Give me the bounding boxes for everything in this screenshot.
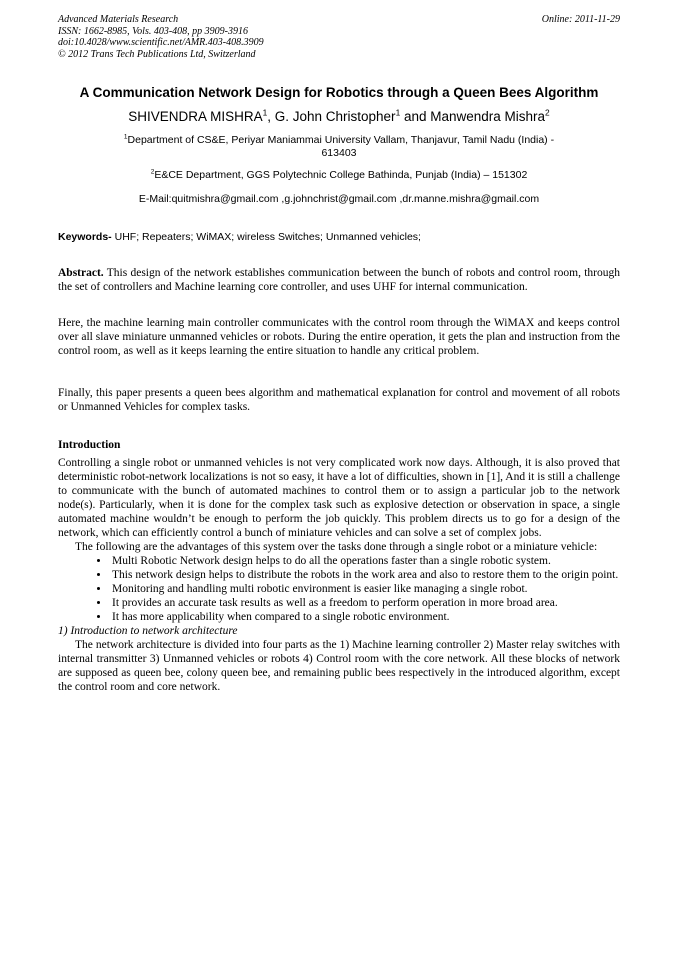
email-line: E-Mail:quitmishra@gmail.com ,g.johnchrist@gmail.com ,dr.manne.mishra@gmail.com — [138, 193, 540, 206]
introduction-paragraph-3: The network architecture is divided into four parts as the 1) Machine learning controller 2) Master relay switches with internal transmitter 3) Unmanned vehicles or robots 4) Control room with the core network. All these blocks of network are supposed as queen bee, colony queen bee, and remaining public bees respectively in the introduced algorithm, except the control room and core network. — [58, 639, 620, 694]
introduction-paragraph-2: The following are the advantages of this system over the tasks done through a single robot or a miniature vehicle: — [75, 541, 598, 554]
bullet-item: • Monitoring and handling multi robotic environment is easier like managing a single robot. — [110, 582, 620, 596]
journal-header — [58, 14, 620, 60]
doi-line: doi:10.4028/www.scientific.net/AMR.403-408.3909 — [58, 37, 264, 49]
affiliation-2 — [58, 169, 620, 182]
journal-name: Advanced Materials Research — [58, 14, 179, 25]
body-paragraph: Here, the machine learning main controller communicates with the control room through the WiMAX and keeps control over all slave miniature unmanned vehicles or robots. During the entire operation, it gets the plan and instruction from the control room, as well as it keeps learning the entire situation to handle any critical problem. — [58, 317, 620, 358]
introduction-paragraph-1: Controlling a single robot or unmanned vehicles is not very complicated work now days. Although, it is also proved that deterministic robot-network localizations is not so easy, it have a lot of difficulties, shown in [1], And it is still a challenge to communicate with the bunch of automated machines to control them or to assign a particular job to the network node(s). Particularly, when it is done for the complex task such as explosive detection or observation in space, a single automated machine wouldn’t be enough to perform the job quickly. This problem directs us to go for a design of the network, which can efficiently control a bunch of miniature vehicles and can solve a set of complex jobs. — [58, 457, 620, 540]
keywords-text: UHF; Repeaters; WiMAX; wireless Switches; Unmanned vehicles; — [114, 231, 421, 244]
author-3: Manwendra Mishra — [430, 109, 546, 125]
bullet-item: • This network design helps to distribute the robots in the work area and also to restore them to the origin point. — [110, 568, 620, 582]
author-1: SHIVENDRA MISHRA — [128, 109, 263, 125]
paper-body — [58, 266, 620, 694]
journal-meta-block — [58, 14, 264, 60]
affiliation-2-text: E&CE Department, GGS Polytechnic College Bathinda, Punjab (India) – 151302 — [154, 169, 528, 182]
affiliation-1-line1: Department of CS&E, Periyar Maniammai University Vallam, Thanjavur, Tamil Nadu (India) - — [127, 134, 555, 147]
author-2: G. John Christopher — [274, 109, 396, 125]
keywords-label: Keywords- — [58, 231, 112, 244]
author-3-affiliation-mark: 2 — [545, 107, 550, 118]
abstract-paragraph — [58, 266, 620, 294]
affiliation-2-mark: 2 — [150, 168, 155, 176]
author-separator: and — [400, 109, 431, 125]
subsection-heading-network-architecture: 1) Introduction to network architecture — [58, 625, 238, 638]
bullet-item: • It has more applicability when compared to a single robotic environment. — [110, 610, 620, 624]
abstract-label: Abstract. — [58, 267, 104, 280]
online-date: Online: 2011-11-29 — [541, 14, 620, 25]
author-1-affiliation-mark: 1 — [262, 107, 268, 118]
body-paragraph: Finally, this paper presents a queen bees algorithm and mathematical explanation for control and movement of all robots or Unmanned Vehicles for complex tasks. — [58, 387, 620, 414]
affiliation-1-line2: 613403 — [321, 147, 357, 160]
author-2-affiliation-mark: 1 — [395, 107, 401, 118]
bullet-item: • It provides an accurate task results as well as a freedom to perform operation in more broad area. — [110, 596, 620, 610]
issn-volume-line: ISSN: 1662-8985, Vols. 403-408, pp 3909-3916 — [58, 25, 248, 37]
affiliation-1 — [58, 134, 620, 160]
authors-line — [58, 108, 620, 125]
keywords-line — [58, 231, 620, 244]
abstract-text: This design of the network establishes communication between the bunch of robots and control room, through the set of controllers and Machine learning core controller, and uses UHF for internal communication. — [58, 267, 620, 294]
advantages-bullet-list — [58, 554, 620, 624]
author-separator: , — [267, 109, 275, 125]
copyright-line: © 2012 Trans Tech Publications Ltd, Switzerland — [58, 48, 256, 60]
affiliation-1-mark: 1 — [123, 133, 128, 141]
bullet-item: • Multi Robotic Network design helps to do all the operations faster than a single robotic system. — [110, 554, 620, 568]
paper-title: A Communication Network Design for Robotics through a Queen Bees Algorithm — [79, 85, 599, 101]
section-heading-introduction: Introduction — [58, 439, 121, 452]
